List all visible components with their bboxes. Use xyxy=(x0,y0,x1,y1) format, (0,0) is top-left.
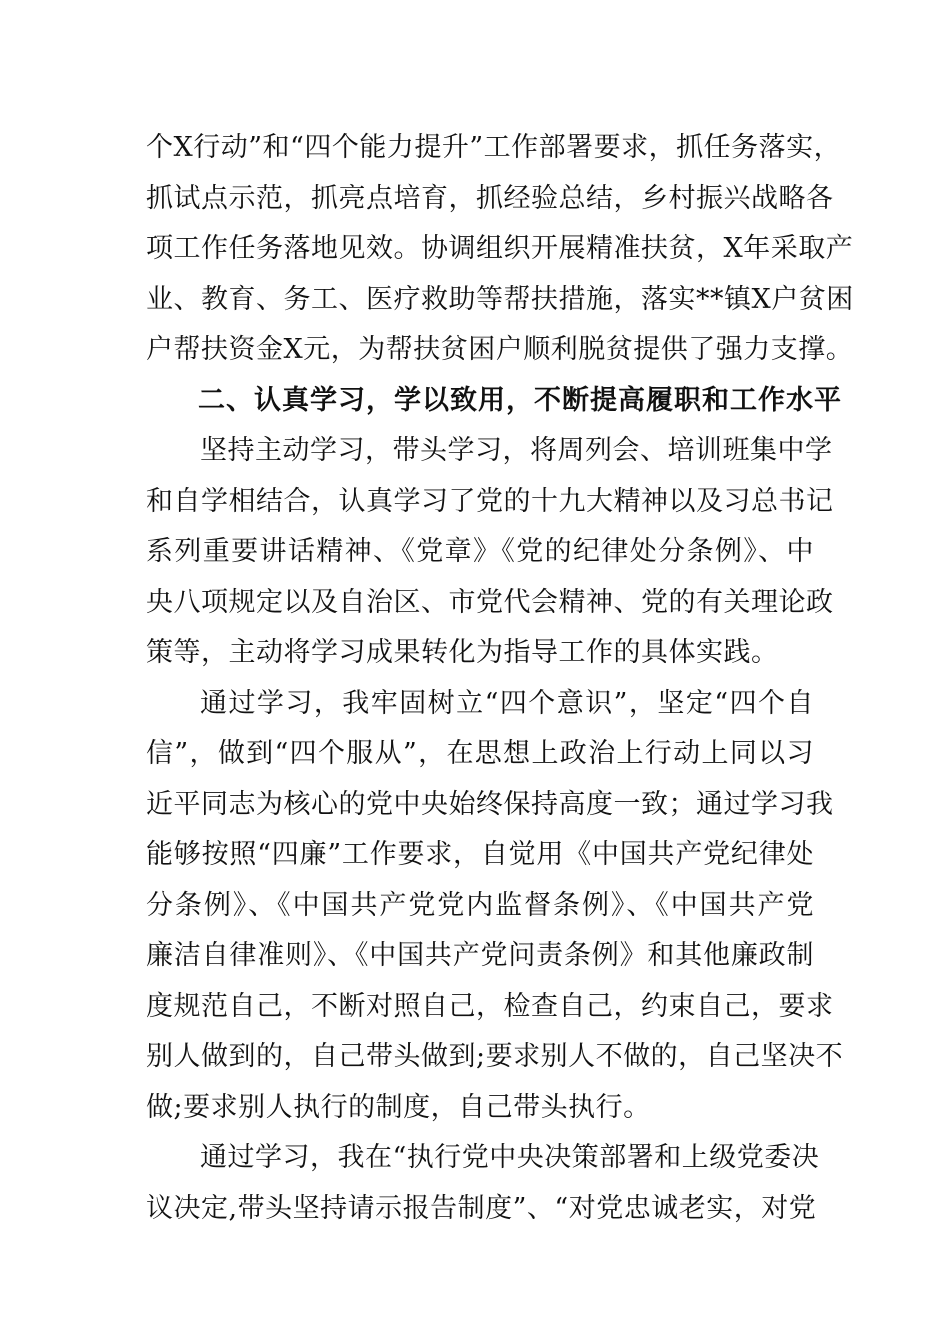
text-line: 能够按照“四廉”工作要求，自觉用《中国共产党纪律处 xyxy=(146,839,814,870)
document-body xyxy=(146,123,854,1234)
text-line: 系列重要讲话精神、《党章》《党的纪律处分条例》、中 xyxy=(146,536,814,567)
text-line: 度规范自己，不断对照自己，检查自己，约束自己，要求 xyxy=(146,990,834,1022)
text-line: 项工作任务落地见效。协调组织开展精准扶贫，X年采取产 xyxy=(146,233,854,264)
text-line: 户帮扶资金X元，为帮扶贫困户顺利脱贫提供了强力支撑。 xyxy=(146,334,854,365)
text-line: 信”，做到“四个服从”，在思想上政治上行动上同以习 xyxy=(146,738,814,769)
text-line: 个X行动”和“四个能力提升”工作部署要求，抓任务落实， xyxy=(146,132,842,163)
text-line: 策等，主动将学习成果转化为指导工作的具体实践。 xyxy=(146,637,779,668)
text-line: 分条例》、《中国共产党党内监督条例》、《中国共产党 xyxy=(146,889,814,921)
paragraph-awareness xyxy=(146,679,844,1134)
text-line: 近平同志为核心的党中央始终保持高度一致；通过学习我 xyxy=(146,788,834,820)
section-heading: 二、认真学习，学以致用，不断提高履职和工作水平 xyxy=(198,384,842,416)
paragraph-execution xyxy=(146,1133,820,1234)
paragraph-continued xyxy=(146,123,854,376)
text-line: 业、教育、务工、医疗救助等帮扶措施，落实**镇X户贫困 xyxy=(146,283,854,315)
text-line: 廉洁自律准则》、《中国共产党问责条例》和其他廉政制 xyxy=(146,940,814,971)
text-line: 通过学习，我在“执行党中央决策部署和上级党委决 xyxy=(200,1142,820,1173)
paragraph-study xyxy=(146,426,834,679)
text-line: 抓试点示范，抓亮点培育，抓经验总结，乡村振兴战略各 xyxy=(146,182,834,214)
text-line: 别人做到的，自己带头做到;要求别人不做的，自己坚决不 xyxy=(146,1041,844,1072)
text-line: 议决定,带头坚持请示报告制度”、“对党忠诚老实，对党 xyxy=(146,1192,817,1224)
text-line: 和自学相结合，认真学习了党的十九大精神以及习总书记 xyxy=(146,485,834,517)
text-line: 央八项规定以及自治区、市党代会精神、党的有关理论政 xyxy=(146,586,834,618)
text-line: 坚持主动学习，带头学习，将周列会、培训班集中学 xyxy=(200,435,833,466)
text-line: 通过学习，我牢固树立“四个意识”，坚定“四个自 xyxy=(200,687,814,719)
text-line: 做;要求别人执行的制度，自己带头执行。 xyxy=(146,1091,651,1123)
